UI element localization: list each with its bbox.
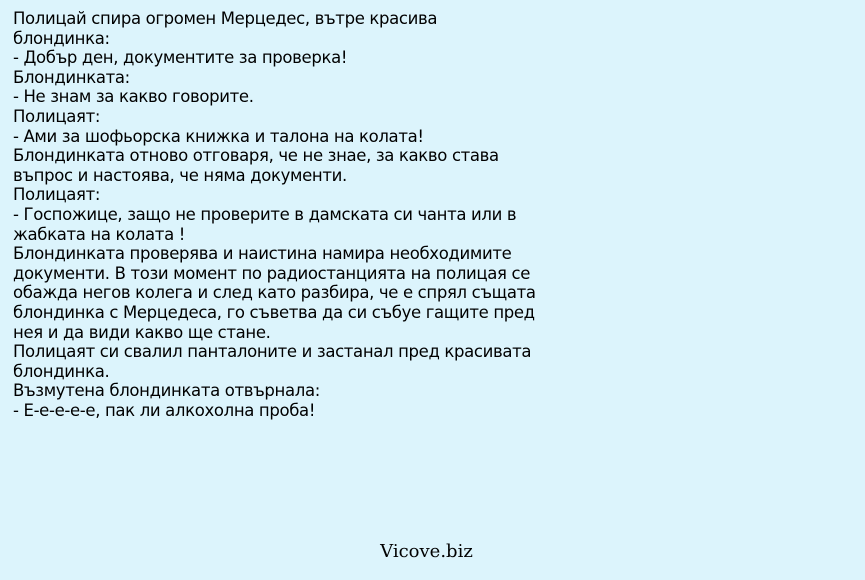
joke-line: блондинка с Мерцедеса, го съветва да си събуе гащите пред: [13, 302, 535, 322]
joke-line: документи. В този момент по радиостанцията на полицая се: [13, 263, 531, 283]
joke-line: жабката на колата !: [13, 224, 185, 244]
joke-line: Полицаят:: [13, 106, 101, 126]
joke-line: обажда негов колега и след като разбира, че е спрял същата: [13, 283, 536, 303]
joke-line: въпрос и настоява, че няма документи.: [13, 165, 347, 185]
joke-line: Блондинката проверява и наистина намира необходимите: [13, 244, 512, 264]
joke-line: Полицаят:: [13, 185, 101, 205]
joke-line: - Госпожице, защо не проверите в дамската си чанта или в: [13, 204, 517, 224]
joke-line: блондинка.: [13, 361, 110, 381]
joke-line: Блондинката отново отговаря, че не знае, за какво става: [13, 146, 499, 166]
joke-text: [13, 9, 603, 420]
joke-line: - Е-е-е-е-е, пак ли алкохолна проба!: [13, 400, 316, 420]
joke-line: - Добър ден, документите за проверка!: [13, 48, 348, 68]
joke-line: Полицай спира огромен Мерцедес, вътре красива: [13, 9, 438, 28]
joke-line: Възмутена блондинката отвърнала:: [13, 381, 320, 401]
joke-line: Блондинката:: [13, 67, 130, 87]
joke-line: Полицаят си свалил панталоните и застанал пред красивата: [13, 342, 532, 362]
joke-line: нея и да види какво ще стане.: [13, 322, 271, 342]
joke-line: - Не знам за какво говорите.: [13, 87, 254, 107]
site-watermark: Vicove.biz: [380, 541, 473, 562]
joke-line: - Ами за шофьорска книжка и талона на колата!: [13, 126, 424, 146]
joke-line: блондинка:: [13, 28, 110, 48]
